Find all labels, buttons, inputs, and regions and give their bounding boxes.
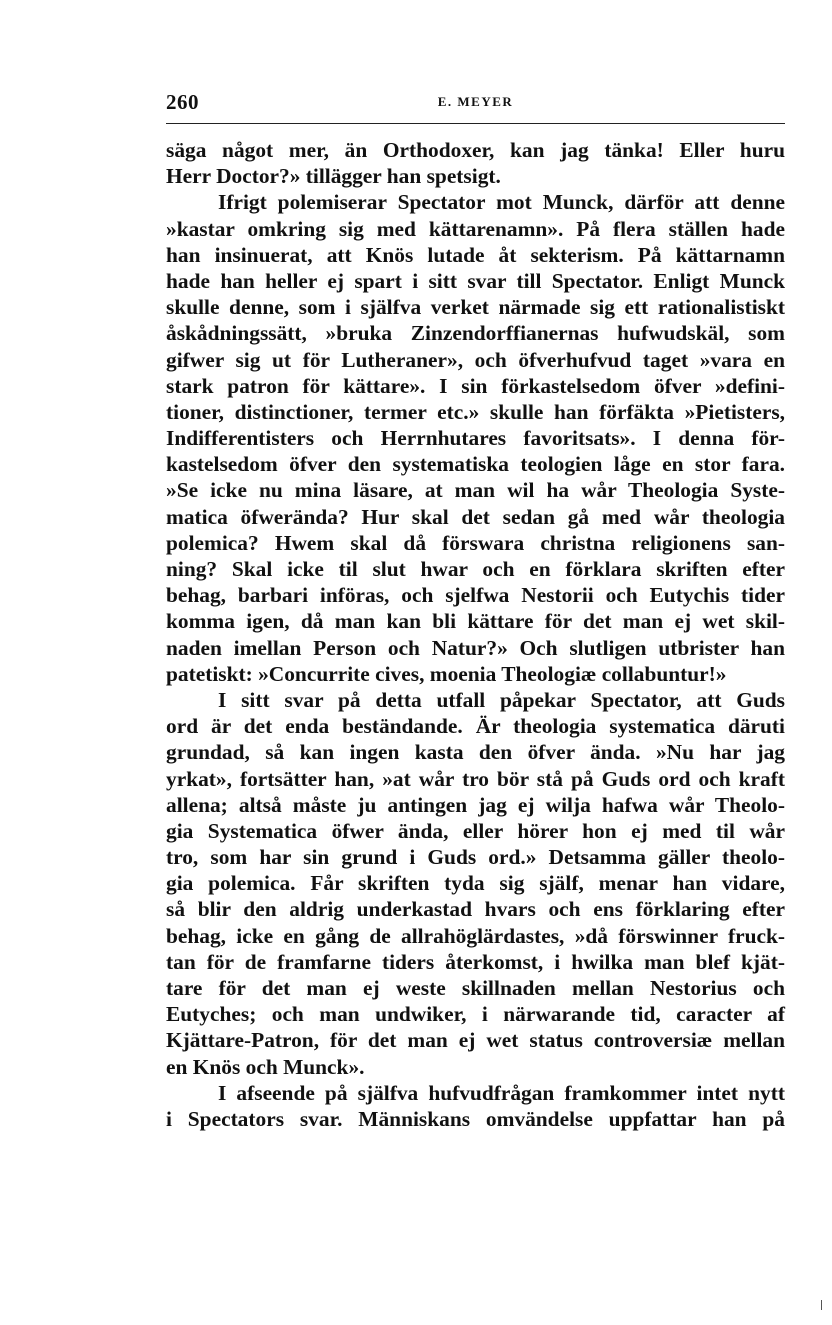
text-line: gifwer sig ut för Lutheraner», och öfverhufvud taget »vara en	[166, 347, 785, 372]
text-line: hade han heller ej spart i sitt svar till Spectator. Enligt Munck	[166, 268, 785, 293]
paragraph-start-line: I afseende på själfva hufvudfrågan framkommer intet nytt	[218, 1080, 785, 1105]
body-text	[166, 137, 785, 1132]
edge-mark	[821, 1300, 822, 1310]
text-line: Herr Doctor?» tillägger han spetsigt.	[166, 164, 501, 189]
text-line: tro, som har sin grund i Guds ord.» Detsamma gäller theolo-	[166, 845, 785, 870]
header-rule	[166, 123, 785, 124]
text-line: behag, barbari införas, och sjelfwa Nestorii och Eutychis tider	[166, 583, 785, 608]
text-line: komma igen, då man kan bli kättare för det man ej wet skil-	[166, 609, 785, 634]
text-line: skulle denne, som i själfva verket närmade sig ett rationalistiskt	[166, 295, 785, 320]
running-title: E. MEYER	[437, 94, 514, 109]
text-line: patetiskt: »Concurrite cives, moenia Theologiæ collabuntur!»	[166, 661, 727, 686]
text-line: yrkat», fortsätter han, »at wår tro bör stå på Guds ord och kraft	[166, 766, 785, 791]
text-line: säga något mer, än Orthodoxer, kan jag tänka! Eller huru	[166, 138, 785, 162]
text-line: kastelsedom öfver den systematiska teologien låge en stor fara.	[166, 452, 785, 477]
text-line: han insinuerat, att Knös lutade åt sekterism. På kättarnamn	[166, 242, 785, 267]
paragraph-start-line: I sitt svar på detta utfall påpekar Spectator, att Guds	[218, 687, 785, 712]
text-line: grundad, så kan ingen kasta den öfver ända. »Nu har jag	[166, 740, 785, 765]
text-line: ning? Skal icke til slut hwar och en förklara skriften efter	[166, 557, 785, 581]
text-line: allena; altså måste ju antingen jag ej wilja hafwa wår Theolo-	[166, 792, 785, 817]
text-line: åskådningssätt, »bruka Zinzendorffianernas hufwudskäl, som	[166, 321, 785, 346]
text-line: matica öfwerända? Hur skal det sedan gå med wår theologia	[166, 504, 785, 529]
text-line: Eutyches; och man undwiker, i närwarande tid, caracter af	[166, 1002, 785, 1027]
text-line: gia polemica. Får skriften tyda sig själf, menar han vidare,	[166, 871, 785, 896]
text-line: tan för de framfarne tiders återkomst, i hwilka man blef kjät-	[166, 949, 785, 974]
page-number: 260	[166, 90, 199, 114]
text-line: så blir den aldrig underkastad hvars och ens förklaring efter	[166, 897, 785, 922]
text-line: naden imellan Person och Natur?» Och slutligen utbrister han	[166, 635, 785, 660]
text-line: tare för det man ej weste skillnaden mellan Nestorius och	[166, 976, 785, 1000]
paragraph-start-line: Ifrigt polemiserar Spectator mot Munck, därför att denne	[218, 190, 785, 215]
text-line: gia Systematica öfwer ända, eller hörer hon ej med til wår	[166, 818, 785, 843]
text-line: behag, icke en gång de allrahöglärdastes, »då förswinner fruck-	[166, 923, 785, 948]
text-line: Kjättare-Patron, för det man ej wet status controversiæ mellan	[166, 1028, 785, 1053]
text-line: polemica? Hwem skal då förswara christna religionens san-	[166, 530, 785, 555]
text-line: ord är det enda beständande. Är theologia systematica däruti	[166, 714, 785, 739]
text-line: en Knös och Munck».	[166, 1054, 365, 1079]
text-line: Indifferentisters och Herrnhutares favoritsats». I denna för-	[166, 426, 785, 451]
text-line: stark patron för kättare». I sin förkastelsedom öfver »defini-	[166, 373, 785, 398]
running-head	[166, 90, 785, 116]
text-line: tioner, distinctioner, termer etc.» skulle han förfäkta »Pietisters,	[166, 399, 785, 424]
text-line: »kastar omkring sig med kättarenamn». På flera ställen hade	[166, 216, 785, 241]
text-line: »Se icke nu mina läsare, at man wil ha wår Theologia Syste-	[166, 478, 785, 503]
text-line: i Spectators svar. Människans omvändelse uppfattar han på	[166, 1106, 785, 1131]
